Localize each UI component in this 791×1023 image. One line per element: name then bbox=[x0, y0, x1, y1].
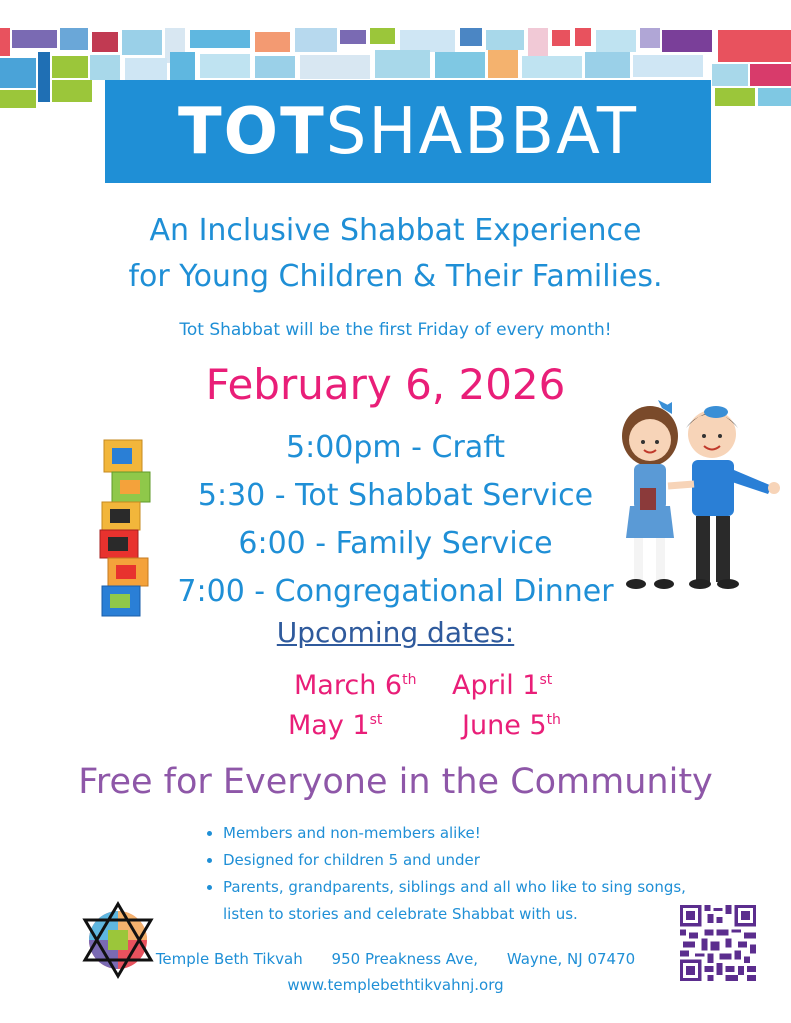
title-banner bbox=[105, 80, 711, 183]
footer-street: 950 Preakness Ave, bbox=[331, 950, 479, 968]
list-item: • Parents, grandparents, siblings and all who like to sing songs, listen to stories and celebrate Shabbat with us. bbox=[223, 874, 703, 928]
upcoming-date: June 5th bbox=[462, 710, 561, 741]
upcoming-date: March 6th bbox=[294, 670, 417, 701]
schedule-item: 7:00 - Congregational Dinner bbox=[177, 574, 614, 609]
banner-title-bold: TOT bbox=[178, 95, 326, 169]
bullet-list bbox=[205, 820, 703, 928]
banner-title bbox=[105, 88, 711, 176]
upcoming-heading: Upcoming dates: bbox=[276, 616, 515, 649]
event-date: February 6, 2026 bbox=[205, 360, 566, 409]
banner-title-light: SHABBAT bbox=[325, 95, 638, 169]
star-of-david-logo bbox=[78, 900, 158, 980]
schedule-item: 5:30 - Tot Shabbat Service bbox=[197, 478, 594, 513]
subtitle bbox=[0, 208, 791, 300]
children-illustration bbox=[612, 398, 787, 598]
first-friday-note: Tot Shabbat will be the first Friday of every month! bbox=[179, 320, 612, 340]
schedule-item: 6:00 - Family Service bbox=[238, 526, 553, 561]
qr-code[interactable] bbox=[680, 905, 756, 981]
footer-website[interactable]: www.templebethtikvahnj.org bbox=[287, 976, 504, 994]
list-item: • Designed for children 5 and under bbox=[223, 847, 703, 874]
upcoming-date: May 1st bbox=[288, 710, 383, 741]
footer-temple-name: Temple Beth Tikvah bbox=[155, 950, 303, 968]
subtitle-line-2: for Young Children & Their Families. bbox=[128, 259, 663, 294]
upcoming-date: April 1st bbox=[452, 670, 553, 701]
list-item: • Members and non-members alike! bbox=[223, 820, 703, 847]
footer-city: Wayne, NJ 07470 bbox=[506, 950, 636, 968]
free-heading: Free for Everyone in the Community bbox=[78, 762, 713, 802]
subtitle-line-1: An Inclusive Shabbat Experience bbox=[149, 213, 642, 248]
hebrew-letter-blocks bbox=[98, 438, 154, 618]
schedule-item: 5:00pm - Craft bbox=[286, 430, 505, 465]
